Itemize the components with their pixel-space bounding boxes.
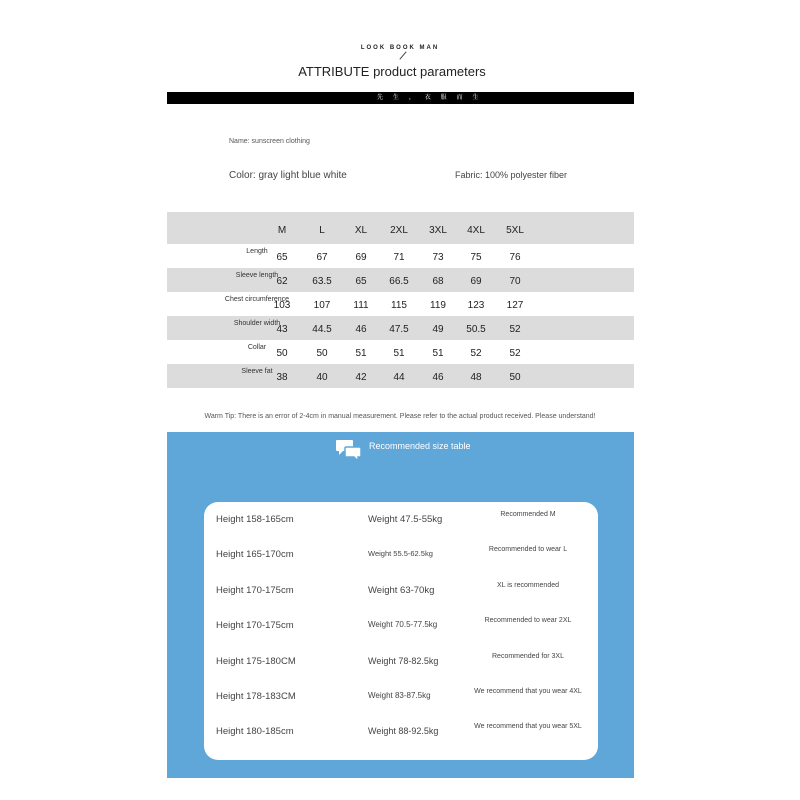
size-cell: 46 — [432, 372, 444, 383]
size-cell: 50.5 — [466, 324, 486, 335]
size-cell: 46 — [355, 324, 367, 335]
height-range: Height 170-175cm — [216, 585, 294, 596]
size-column-header: 3XL — [429, 225, 447, 236]
size-cell: 119 — [430, 300, 446, 311]
size-cell: 50 — [276, 348, 288, 359]
size-cell: 71 — [393, 252, 405, 263]
size-cell: 52 — [509, 348, 521, 359]
size-cell: 69 — [355, 252, 367, 263]
size-cell: 103 — [273, 300, 291, 311]
weight-range: Weight 63-70kg — [368, 585, 435, 596]
size-recommendation: Recommended to wear L — [488, 546, 568, 553]
size-recommendation: Recommended to wear 2XL — [484, 617, 572, 624]
size-cell: 51 — [393, 348, 405, 359]
size-cell: 66.5 — [389, 276, 409, 287]
size-cell: 115 — [391, 300, 407, 311]
size-cell: 51 — [432, 348, 444, 359]
recommendation-row — [204, 617, 598, 640]
height-range: Height 165-170cm — [216, 549, 294, 560]
size-cell: 111 — [353, 300, 369, 311]
size-recommendation: Recommended M — [500, 511, 556, 518]
size-cell: 107 — [313, 300, 331, 311]
size-cell: 73 — [432, 252, 444, 263]
size-cell: 68 — [432, 276, 444, 287]
height-range: Height 175-180CM — [216, 656, 296, 667]
size-recommendation: We recommend that you wear 5XL — [474, 723, 582, 730]
size-row-label: Collar — [247, 344, 267, 351]
size-row-label: Shoulder width — [233, 320, 281, 327]
size-table — [167, 212, 634, 388]
size-cell: 44 — [393, 372, 405, 383]
product-name: Name: sunscreen clothing — [229, 138, 310, 145]
recommendation-row — [204, 688, 598, 711]
size-cell: 75 — [470, 252, 482, 263]
size-table-row — [167, 244, 634, 268]
size-column-header: 5XL — [506, 225, 524, 236]
size-column-header: M — [277, 225, 287, 236]
recommendation-card — [204, 502, 598, 760]
size-row-label: Sleeve length — [235, 272, 279, 279]
size-cell: 70 — [509, 276, 521, 287]
size-cell: 52 — [509, 324, 521, 335]
size-cell: 42 — [355, 372, 367, 383]
weight-range: Weight 78-82.5kg — [368, 656, 439, 666]
recommendation-row — [204, 582, 598, 605]
size-cell: 69 — [470, 276, 482, 287]
banner-text: 先 生 ， 衣 服 而 生 — [377, 94, 483, 101]
size-column-header: L — [319, 225, 325, 236]
page-title: ATTRIBUTE product parameters — [298, 64, 486, 79]
height-range: Height 170-175cm — [216, 620, 294, 631]
size-recommendation: We recommend that you wear 4XL — [474, 688, 582, 695]
size-cell: 40 — [316, 372, 328, 383]
recommended-panel — [167, 432, 634, 778]
size-cell: 65 — [276, 252, 288, 263]
size-table-row — [167, 292, 634, 316]
size-cell: 44.5 — [312, 324, 332, 335]
size-column-header: XL — [354, 225, 368, 236]
size-cell: 67 — [316, 252, 328, 263]
size-cell: 123 — [467, 300, 485, 311]
weight-range: Weight 88-92.5kg — [368, 726, 439, 736]
product-color: Color: gray light blue white — [229, 170, 347, 181]
size-row-label: Chest circumference — [224, 296, 290, 303]
weight-range: Weight 70.5-77.5kg — [368, 620, 438, 629]
size-table-header — [167, 212, 634, 244]
size-cell: 48 — [470, 372, 482, 383]
size-cell: 63.5 — [312, 276, 332, 287]
height-range: Height 178-183CM — [216, 691, 296, 702]
size-cell: 65 — [355, 276, 367, 287]
size-table-row — [167, 316, 634, 340]
size-cell: 47.5 — [389, 324, 409, 335]
product-fabric: Fabric: 100% polyester fiber — [455, 170, 568, 180]
height-range: Height 180-185cm — [216, 726, 294, 737]
recommendation-row — [204, 723, 598, 746]
size-cell: 51 — [355, 348, 367, 359]
size-cell: 50 — [316, 348, 328, 359]
weight-range: Weight 83-87.5kg — [368, 691, 431, 700]
size-cell: 62 — [276, 276, 288, 287]
size-recommendation: Recommended for 3XL — [492, 653, 564, 660]
size-recommendation: XL is recommended — [497, 582, 559, 589]
size-row-label: Sleeve fat — [241, 368, 273, 375]
weight-range: Weight 47.5-55kg — [368, 514, 443, 525]
warm-tip: Warm Tip: There is an error of 2-4cm in manual measurement. Please refer to the actual product received. Please understand! — [204, 413, 596, 420]
size-cell: 38 — [276, 372, 288, 383]
size-cell: 43 — [276, 324, 288, 335]
recommendation-row — [204, 546, 598, 569]
size-column-header: 2XL — [390, 225, 408, 236]
size-table-row — [167, 364, 634, 388]
size-cell: 52 — [470, 348, 482, 359]
recommendation-row — [204, 653, 598, 676]
recommendation-row — [204, 511, 598, 534]
size-table-row — [167, 340, 634, 364]
size-cell: 76 — [509, 252, 521, 263]
height-range: Height 158-165cm — [216, 514, 294, 525]
weight-range: Weight 55.5-62.5kg — [368, 549, 433, 558]
recommended-title: Recommended size table — [369, 441, 471, 451]
size-cell: 49 — [432, 324, 444, 335]
brand-mark — [399, 51, 406, 59]
brand-label: LOOK BOOK MAN — [360, 45, 440, 51]
size-row-label: Length — [246, 248, 268, 255]
chat-bubbles-icon — [336, 438, 362, 462]
size-table-row — [167, 268, 634, 292]
size-column-header: 4XL — [467, 225, 485, 236]
size-cell: 127 — [506, 300, 524, 311]
black-banner — [167, 92, 634, 104]
size-cell: 50 — [509, 372, 521, 383]
